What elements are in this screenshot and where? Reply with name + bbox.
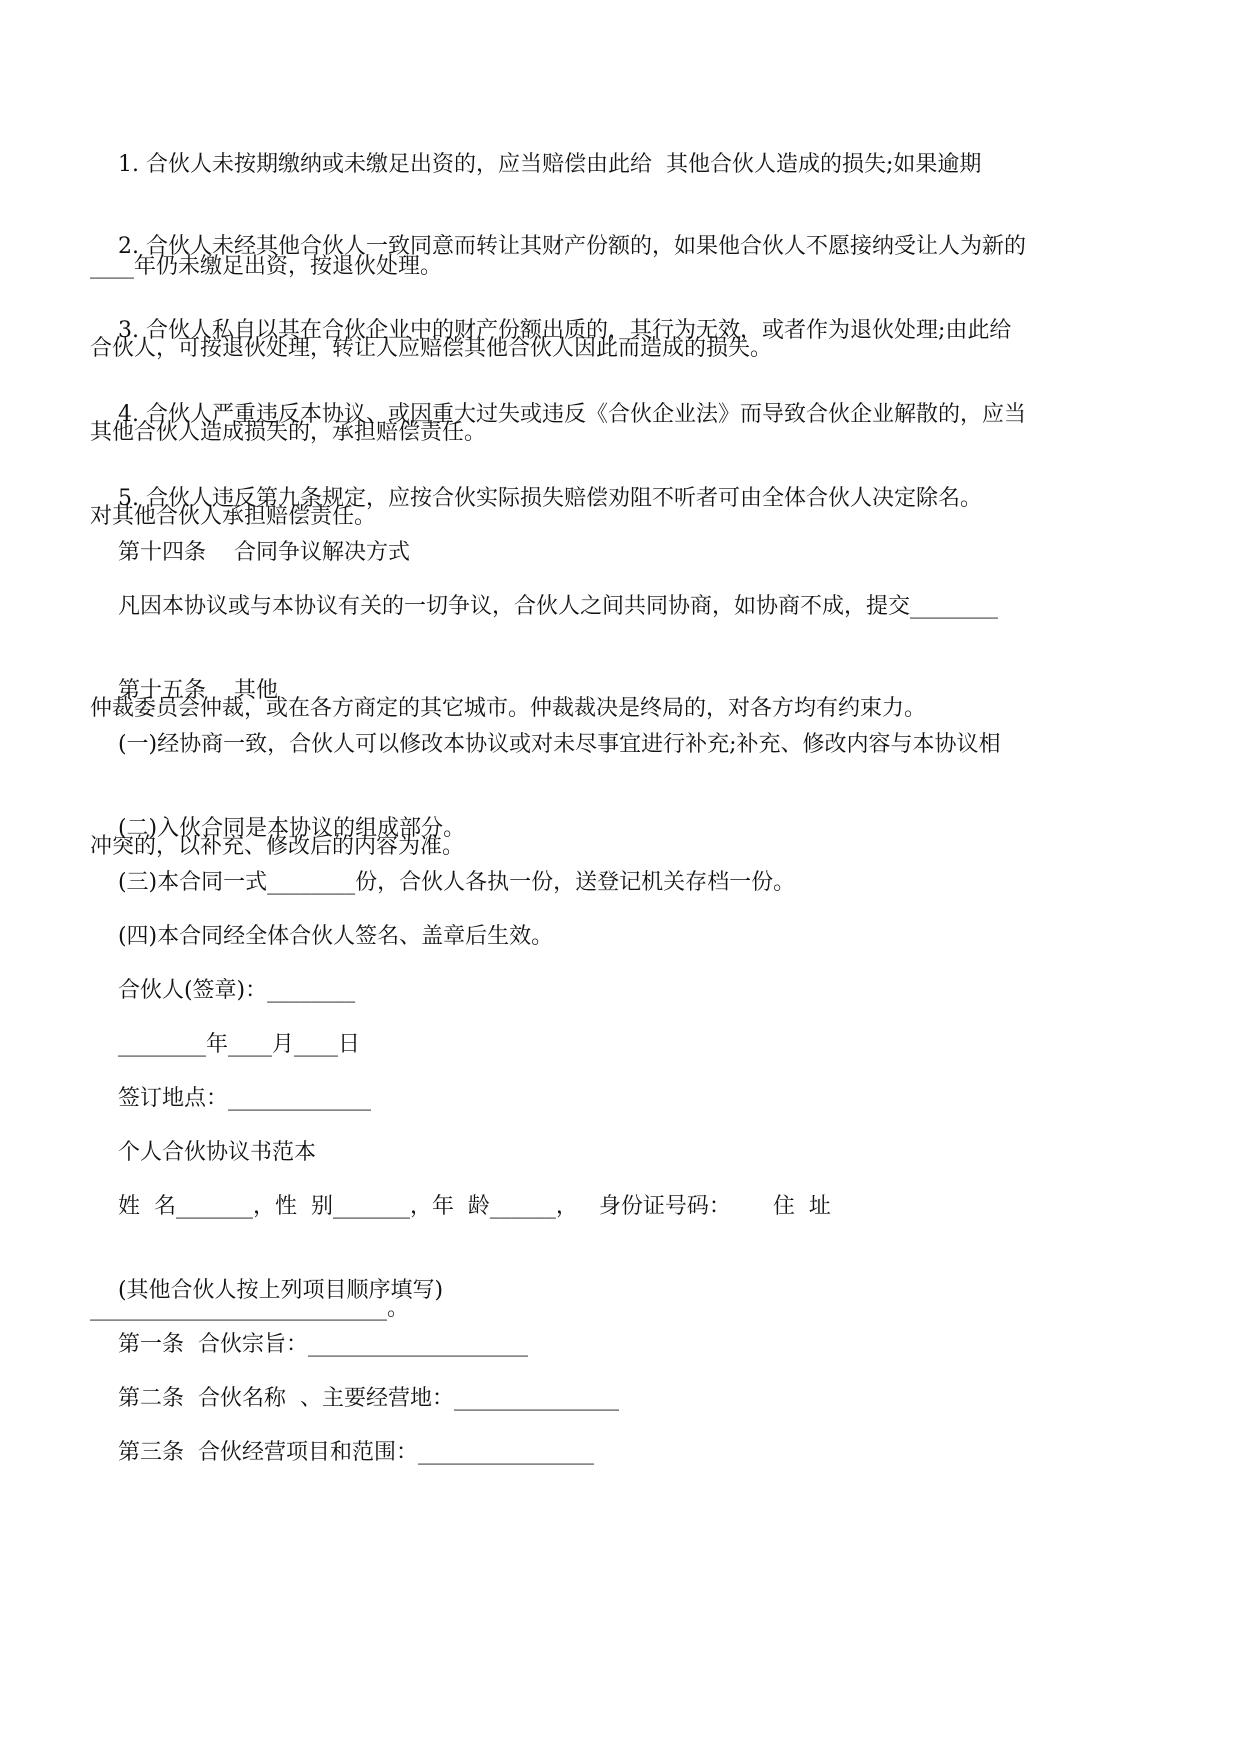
other-3-line-1: (三)本合同一式________份，合伙人各执一份，送登记机关存档一份。 — [90, 870, 796, 895]
article-3 — [90, 1368, 1152, 1538]
clause-3-line-2: 其他合伙人造成损失的，承担赔偿责任。 — [90, 420, 487, 445]
other-partners-note-line: (其他合伙人按上列项目顺序填写) — [90, 1278, 444, 1303]
other-2-line-1: (二)入伙合同是本协议的组成部分。 — [90, 816, 466, 841]
article-15-title-line: 第十五条 其他 — [90, 678, 278, 703]
clause-1-line-2: ____年仍未缴足出资，按退伙处理。 — [90, 254, 443, 279]
clause-4-line-1: 4. 合伙人严重违反本协议、或因重大过失或违反《合伙企业法》而导致合伙企业解散的，应当 — [90, 402, 1026, 427]
signing-place-line: 签订地点：_____________ — [90, 1086, 371, 1111]
article-14-body-line-2: 仲裁委员会仲裁，或在各方商定的其它城市。仲裁裁决是终局的，对各方均有约束力。 — [90, 696, 927, 721]
clause-2-line-1: 2. 合伙人未经其他合伙人一致同意而转让其财产份额的，如果他合伙人不愿接纳受让人为新的 — [90, 234, 1026, 259]
clause-1-line-1: 1. 合伙人未按期缴纳或未缴足出资的，应当赔偿由此给 其他合伙人造成的损失;如果逾期 — [90, 152, 982, 177]
article-14-title-line: 第十四条 合同争议解决方式 — [90, 540, 410, 565]
clause-4-line-2: 对其他合伙人承担赔偿责任。 — [90, 504, 377, 529]
other-1-line-2: 冲突的，以补充、修改后的内容为准。 — [90, 834, 465, 859]
article-3-line: 第三条 合伙经营项目和范围：________________ — [90, 1440, 594, 1465]
personal-info-line-2: ___________________________。 — [90, 1296, 410, 1321]
article-2-line: 第二条 合伙名称 、主要经营地：_______________ — [90, 1386, 619, 1411]
other-4-line-1: (四)本合同经全体合伙人签名、盖章后生效。 — [90, 924, 554, 949]
clause-2-line-2: 合伙人，可按退伙处理，转让人应赔偿其他合伙人因此而造成的损失。 — [90, 336, 773, 361]
other-1-line-1: (一)经协商一致，合伙人可以修改本协议或对未尽事宜进行补充;补充、修改内容与本协议相 — [90, 732, 1001, 757]
article-14-body-line-1: 凡因本协议或与本协议有关的一切争议，合伙人之间共同协商，如协商不成，提交________ — [90, 594, 998, 619]
date-line-text: ________年____月____日 — [90, 1032, 360, 1057]
clause-5-line-1: 5. 合伙人违反第九条规定，应按合伙实际损失赔偿劝阻不听者可由全体合伙人决定除名。 — [90, 486, 982, 511]
template-title-line: 个人合伙协议书范本 — [90, 1140, 316, 1165]
personal-info-line-1: 姓 名_______，性 别_______，年 龄______， 身份证号码： 住 址 — [90, 1194, 831, 1219]
clause-3-line-1: 3. 合伙人私自以其在合伙企业中的财产份额出质的，其行为无效，或者作为退伙处理;由此给 — [90, 318, 1012, 343]
partner-signature-line: 合伙人(签章)：________ — [90, 978, 356, 1003]
article-1-line: 第一条 合伙宗旨：____________________ — [90, 1332, 528, 1357]
